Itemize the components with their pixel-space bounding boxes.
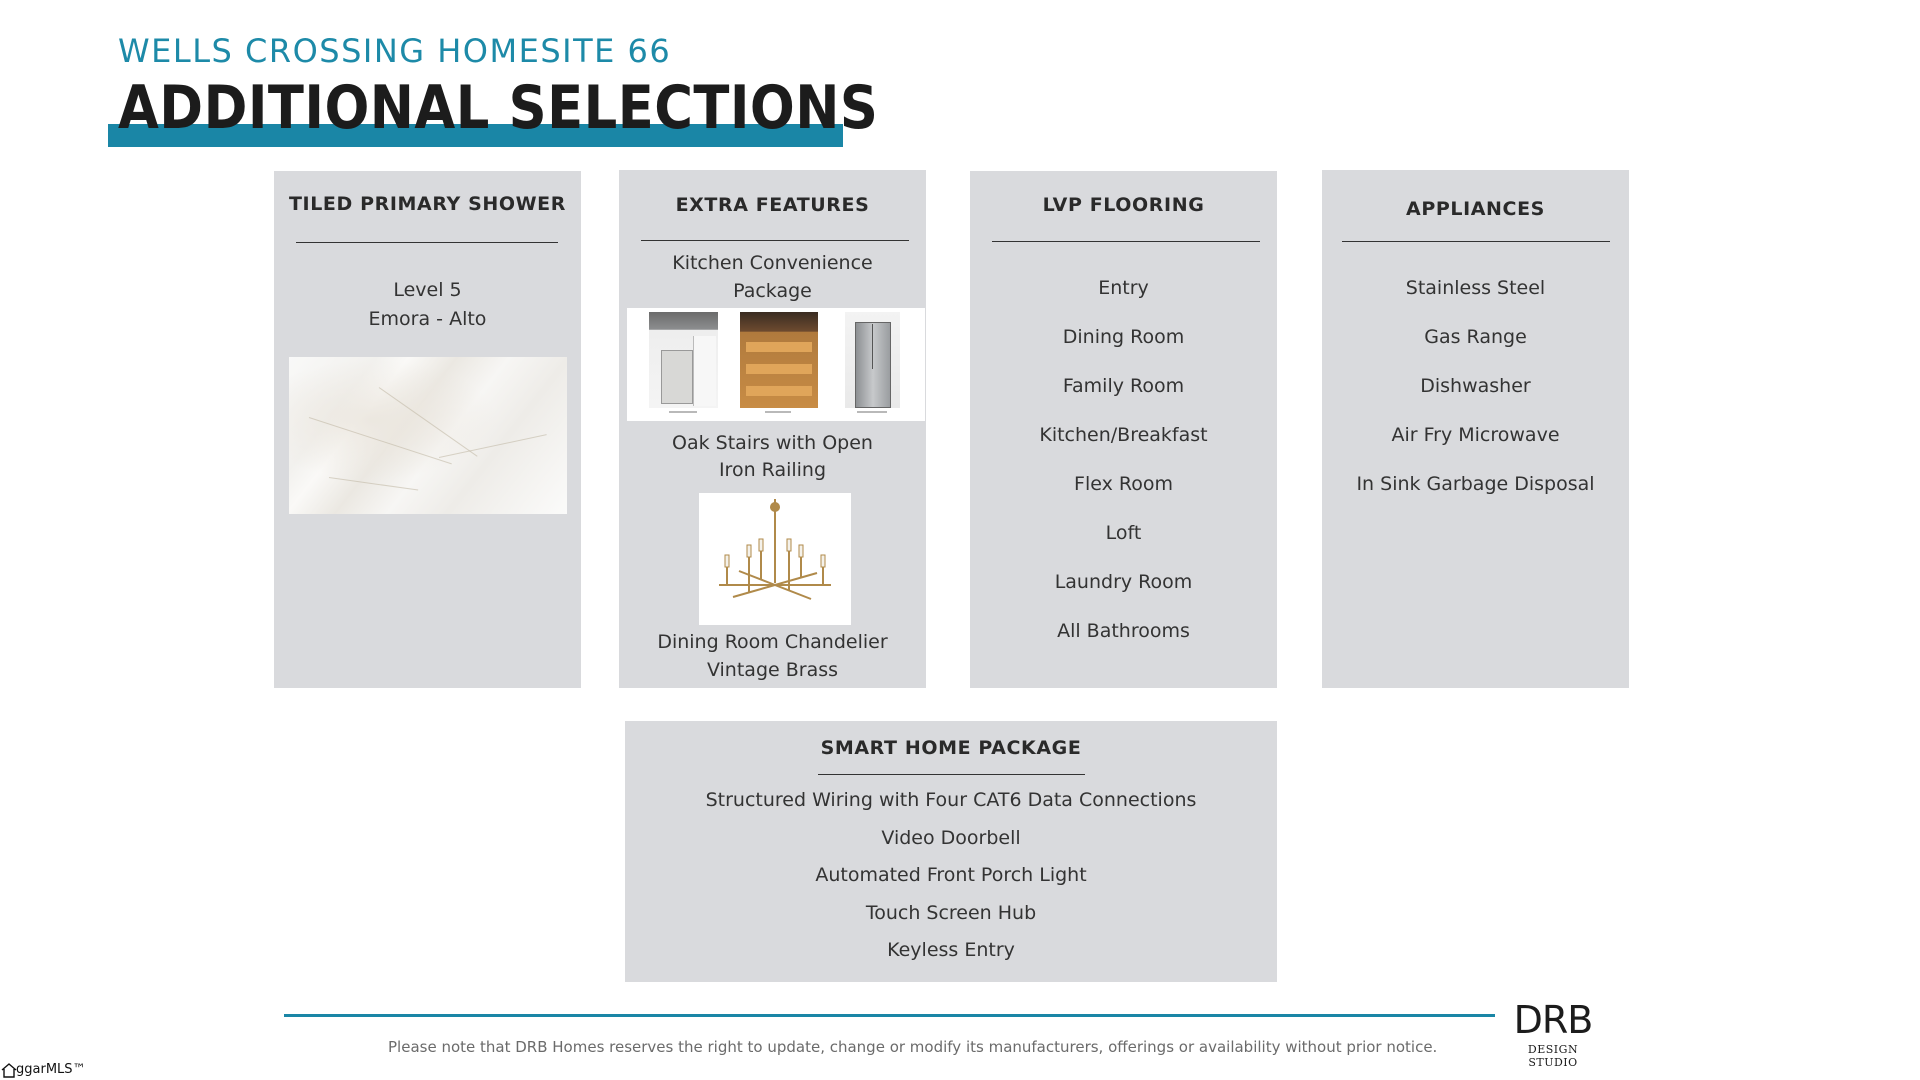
shower-tile-name: Emora - Alto bbox=[368, 308, 487, 330]
appliance-item: Stainless Steel bbox=[1405, 277, 1546, 299]
lvp-item: Laundry Room bbox=[1054, 571, 1193, 593]
appliance-item: Dishwasher bbox=[1420, 375, 1531, 397]
smart-item: Structured Wiring with Four CAT6 Data Connections bbox=[705, 789, 1197, 811]
lvp-item: Kitchen/Breakfast bbox=[1039, 424, 1208, 446]
lvp-item: Loft bbox=[1105, 522, 1142, 544]
appliance-item: Air Fry Microwave bbox=[1391, 424, 1560, 446]
tiled-primary-shower-panel bbox=[274, 171, 581, 688]
shower-level: Level 5 bbox=[393, 279, 462, 301]
lvp-item: Family Room bbox=[1062, 375, 1185, 397]
panel-heading: LVP FLOORING bbox=[1042, 194, 1205, 216]
footer-divider bbox=[284, 1014, 1495, 1017]
appliance-item: Gas Range bbox=[1424, 326, 1527, 348]
kitchen-package-photos bbox=[627, 308, 925, 421]
house-icon bbox=[1, 1062, 17, 1078]
heading-divider bbox=[296, 242, 558, 243]
oak-stairs-line-1: Oak Stairs with Open bbox=[672, 432, 873, 454]
heading-divider bbox=[641, 240, 909, 241]
heading-divider bbox=[818, 774, 1085, 775]
smart-item: Keyless Entry bbox=[887, 939, 1015, 961]
extra-features-panel bbox=[619, 170, 926, 688]
lvp-item: Dining Room bbox=[1062, 326, 1185, 348]
lvp-flooring-panel bbox=[970, 171, 1277, 688]
homesite-subtitle: WELLS CROSSING HOMESITE 66 bbox=[118, 32, 672, 70]
heading-divider bbox=[1342, 241, 1610, 242]
chandelier-icon bbox=[699, 493, 851, 625]
mls-label: ggarMLS™ bbox=[16, 1062, 86, 1077]
drb-design-studio-logo bbox=[1505, 998, 1605, 1069]
marble-tile-swatch bbox=[289, 357, 567, 514]
refrigerator-photo bbox=[845, 312, 900, 408]
smart-item: Touch Screen Hub bbox=[865, 902, 1037, 924]
lvp-item: All Bathrooms bbox=[1057, 620, 1190, 642]
smart-item: Automated Front Porch Light bbox=[815, 864, 1087, 886]
logo-wordmark: DRB bbox=[1513, 998, 1593, 1042]
pull-out-cabinet-photo bbox=[649, 312, 718, 408]
page-title: ADDITIONAL SELECTIONS bbox=[118, 73, 879, 143]
logo-subtext: DESIGN STUDIO bbox=[1527, 1043, 1579, 1069]
chandelier-photo bbox=[699, 493, 851, 625]
panel-heading: SMART HOME PACKAGE bbox=[820, 737, 1082, 759]
chandelier-line-2: Vintage Brass bbox=[706, 659, 839, 681]
heading-divider bbox=[992, 241, 1260, 242]
lvp-item: Flex Room bbox=[1074, 473, 1173, 495]
roll-out-trays-photo bbox=[740, 312, 818, 408]
panel-heading: APPLIANCES bbox=[1406, 198, 1545, 220]
kitchen-package-line-2: Package bbox=[733, 280, 812, 302]
panel-heading: EXTRA FEATURES bbox=[675, 194, 870, 216]
appliances-panel bbox=[1322, 170, 1629, 688]
oak-stairs-line-2: Iron Railing bbox=[718, 459, 827, 481]
chandelier-line-1: Dining Room Chandelier bbox=[657, 631, 888, 653]
smart-item: Video Doorbell bbox=[881, 827, 1021, 849]
disclaimer-text: Please note that DRB Homes reserves the right to update, change or modify its manufacturers, offerings or availability without prior notice. bbox=[388, 1038, 1438, 1056]
appliance-item: In Sink Garbage Disposal bbox=[1356, 473, 1595, 495]
smart-home-package-panel bbox=[625, 721, 1277, 982]
kitchen-package-line-1: Kitchen Convenience bbox=[672, 252, 873, 274]
panel-heading: TILED PRIMARY SHOWER bbox=[288, 193, 566, 215]
lvp-item: Entry bbox=[1098, 277, 1149, 299]
